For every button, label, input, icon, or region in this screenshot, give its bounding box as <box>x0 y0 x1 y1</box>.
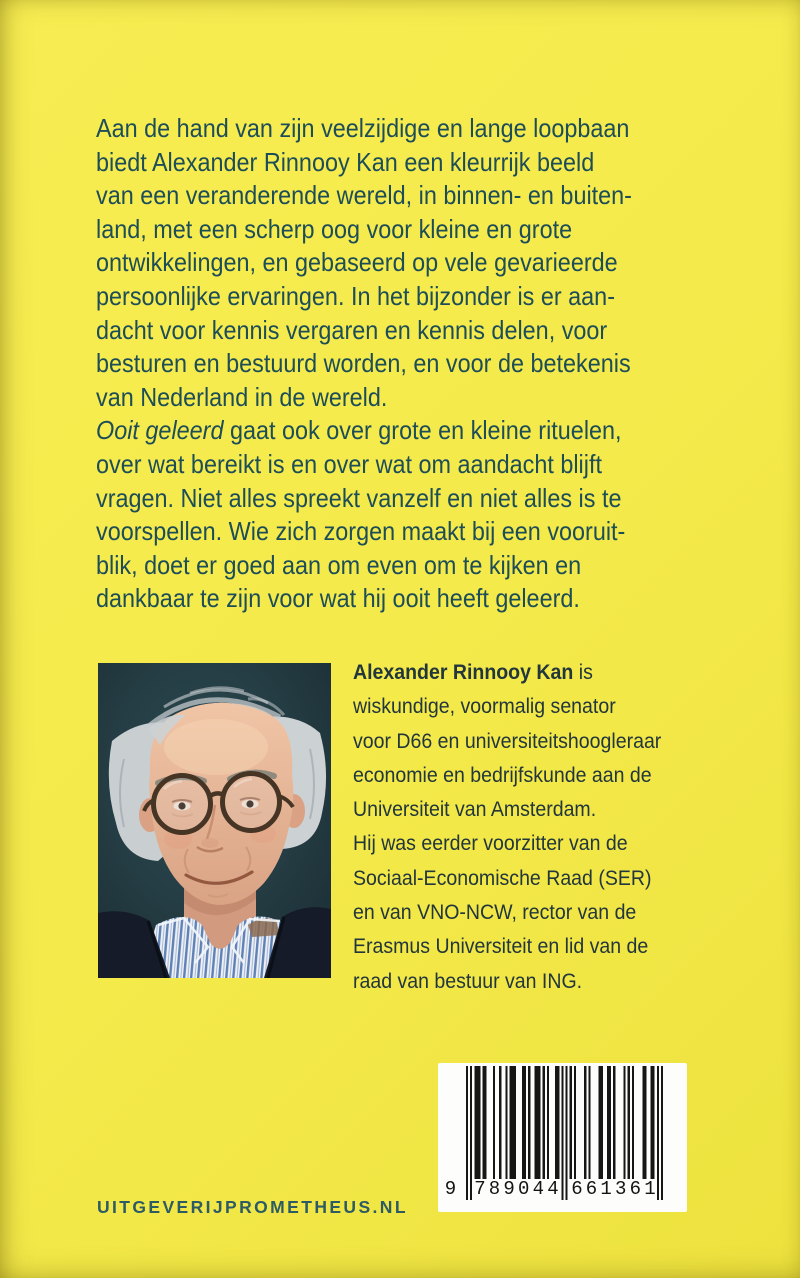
bio-line-name <box>353 656 661 690</box>
bio-line: voor D66 en universiteitshoogleraar <box>353 729 662 753</box>
author-bio <box>353 656 685 999</box>
bio-line: raad van bestuur van ING. <box>353 969 583 993</box>
blurb-line: van Nederland in de wereld. <box>96 381 388 412</box>
blurb-line-with-title <box>96 414 632 448</box>
bio-line: Erasmus Universiteit en lid van de <box>353 935 649 959</box>
barcode-group-2: 661361 <box>571 1178 659 1200</box>
blurb-line: ontwikkelingen, en gebaseerd op vele gevarieerde <box>96 247 618 278</box>
portrait-illustration <box>98 663 331 978</box>
blurb-line: Aan de hand van zijn veelzijdige en lange loopbaan <box>96 113 630 143</box>
blurb-line: vragen. Niet alles spreekt vanzelf en niet alles is te <box>96 482 622 513</box>
bio-line: economie en bedrijfskunde aan de <box>353 763 652 787</box>
blurb-line: over wat bereikt is en over wat om aandacht blijft <box>96 448 602 479</box>
bio-line: Universiteit van Amsterdam. <box>353 798 597 822</box>
barcode-group-1: 789044 <box>474 1178 562 1200</box>
author-name-suffix: is <box>573 661 593 684</box>
author-name: Alexander Rinnooy Kan <box>353 661 574 684</box>
blurb-line-rest: gaat ook over grote en kleine rituelen, <box>223 415 622 446</box>
book-title-italic: Ooit geleerd <box>96 415 224 446</box>
blurb-line: biedt Alexander Rinnooy Kan een kleurrijk beeld <box>96 146 595 177</box>
barcode-first-digit: 9 <box>444 1178 460 1200</box>
blurb-line: besturen en bestuurd worden, en voor de betekenis <box>96 348 631 379</box>
blurb-line: dankbaar te zijn voor wat hij ooit heeft geleerd. <box>96 583 580 614</box>
blurb-line: van een veranderende wereld, in binnen- en buiten- <box>96 180 632 211</box>
bio-line: wiskundige, voormalig senator <box>353 695 616 719</box>
author-photo <box>98 663 331 978</box>
blurb-line: blik, doet er goed aan om even om te kijken en <box>96 549 582 580</box>
bio-line: Hij was eerder voorzitter van de <box>353 832 628 856</box>
blurb-line: dacht voor kennis vergaren en kennis delen, voor <box>96 314 608 345</box>
isbn-barcode <box>438 1063 687 1212</box>
blurb-line: land, met een scherp oog voor kleine en grote <box>96 213 573 244</box>
blurb-line: voorspellen. Wie zich zorgen maakt bij een vooruit- <box>96 516 626 547</box>
bio-line: Sociaal-Economische Raad (SER) <box>353 866 652 890</box>
publisher-url: UITGEVERIJPROMETHEUS.NL <box>97 1197 408 1217</box>
blurb-text <box>96 112 692 616</box>
bio-line: en van VNO-NCW, rector van de <box>353 901 637 925</box>
blurb-line: persoonlijke ervaringen. In het bijzonder is er aan- <box>96 280 616 311</box>
